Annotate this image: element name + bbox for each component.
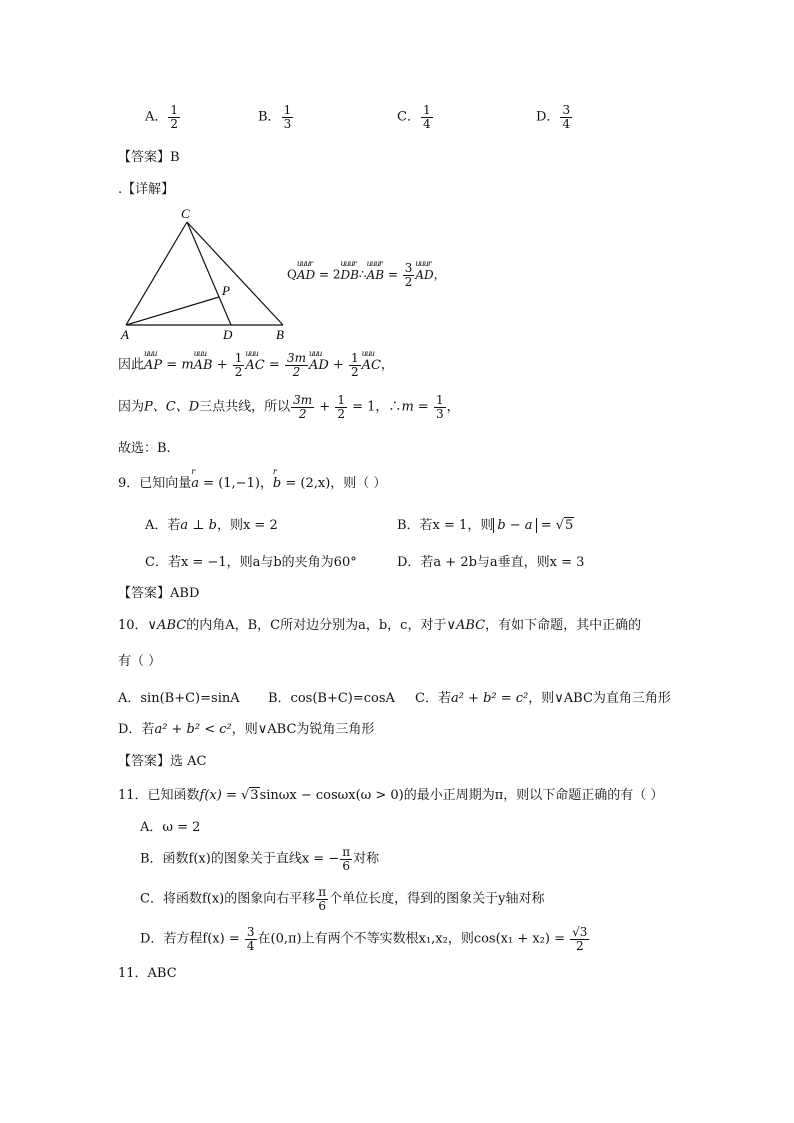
q9-option-d: D．若a + 2b与a垂直，则x = 3 bbox=[397, 555, 585, 570]
label-p: P bbox=[222, 283, 230, 298]
q11-option-b: B．函数f(x)的图象关于直线x = − $\frac{\pi}{6}$ 对称 bbox=[140, 845, 380, 873]
fraction: $\frac{1}{3}$ bbox=[283, 103, 292, 131]
fraction: $\frac{\pi}{6}$ bbox=[342, 845, 351, 873]
q8-answer: 【答案】B bbox=[118, 150, 180, 165]
fraction: $\frac{1}{2}$ bbox=[234, 351, 243, 379]
q9-answer: 【答案】ABD bbox=[118, 586, 200, 601]
q10-answer: 【答案】选 AC bbox=[118, 754, 207, 769]
q9-stem: 9．已知向量 r a = (1,−1)， r b = (2,x)，则（ ） bbox=[118, 467, 387, 491]
q8-detail-heading: .【详解】 bbox=[118, 182, 175, 197]
edge-cb bbox=[187, 222, 283, 325]
fraction: $\frac{3}{2}$ bbox=[404, 261, 413, 289]
triangle-figure bbox=[115, 200, 305, 345]
q10-option-d: D．若a² + b² < c²，则∨ABC为锐角三角形 bbox=[118, 722, 375, 737]
fraction: $\frac{1}{2}$ bbox=[170, 103, 179, 131]
q11-option-c: C．将函数f(x)的图象向右平移 $\frac{\pi}{6}$ 个单位长度，得到的图象关于y轴对称 bbox=[140, 885, 545, 913]
q10-option-c: C．若a² + b² = c²，则∨ABC为直角三角形 bbox=[415, 691, 671, 706]
q8-given-relation: Q uuur AD = 2 uuur DB∴ uuur AB = $\frac{3}{2}$ uuur AD， bbox=[287, 258, 446, 289]
q9-option-a: A．若a ⊥ b，则x = 2 bbox=[145, 518, 278, 533]
label-a: A bbox=[121, 327, 129, 342]
q8-option-d: D． $\frac{3}{4}$ bbox=[536, 103, 571, 131]
q11-option-d: D．若方程f(x) = $\frac{3}{4}$ 在(0,π)上有两个不等实数根x₁,x₂，则cos(x₁ + x₂) = $\frac{√3}{2}$ bbox=[140, 925, 588, 953]
fraction: $\frac{1}{2}$ bbox=[337, 393, 345, 421]
segment-cd bbox=[187, 222, 231, 325]
fraction: $\frac{3}{4}$ bbox=[562, 103, 571, 131]
fraction: $\frac{3}{4}$ bbox=[246, 925, 255, 953]
q11-stem: 11．已知函数f(x) = √3sinωx − cosωx(ω > 0)的最小正周期为π，则以下命题正确的有（ ） bbox=[118, 788, 664, 803]
fraction: $\frac{1}{4}$ bbox=[422, 103, 431, 131]
fraction: $\frac{\pi}{6}$ bbox=[318, 885, 327, 913]
fraction: $\frac{1}{2}$ bbox=[350, 351, 359, 379]
q8-option-c: C． $\frac{1}{4}$ bbox=[397, 103, 431, 131]
fraction: $\frac{3m}{2}$ bbox=[286, 351, 306, 379]
q9-option-c: C．若x = −1，则a与b的夹角为60° bbox=[145, 555, 357, 570]
label-c: C bbox=[181, 206, 190, 221]
q8-derivation-2: 因为P、C、D三点共线，所以 $\frac{3m}{2}$ + $\frac{1}{2}$ = 1，∴m = $\frac{1}{3}$ ， bbox=[118, 393, 460, 421]
q11-answer: 11．ABC bbox=[118, 966, 177, 981]
q8-conclusion: 故选：B. bbox=[118, 441, 171, 456]
q10-stem-line1: 10．∨ABC的内角A，B，C所对边分别为a，b，c，对于∨ABC，有如下命题，其中正确的 bbox=[118, 618, 642, 633]
q10-option-a: A．sin(B+C)=sinA bbox=[118, 691, 240, 706]
q11-option-a: A．ω = 2 bbox=[140, 820, 201, 835]
q9-option-b: B．若x = 1，则 b − a = √5 bbox=[397, 518, 574, 533]
q8-derivation-1: 因此 uuu AP = m uuu AB + $\frac{1}{2}$ uuu AC = $\frac{3m}{2}$ uuu AD + $\frac{1}{2}$ uuu AC， bbox=[118, 348, 394, 379]
label-d: D bbox=[223, 327, 233, 342]
q8-option-b: B． $\frac{1}{3}$ bbox=[258, 103, 292, 131]
q8-option-a: A． $\frac{1}{2}$ bbox=[145, 103, 179, 131]
q10-option-b: B．cos(B+C)=cosA bbox=[268, 691, 395, 706]
q10-stem-line2: 有（ ） bbox=[118, 654, 162, 669]
fraction: $\frac{3m}{2}$ bbox=[293, 393, 313, 421]
label-b: B bbox=[276, 327, 284, 342]
fraction: $\frac{1}{3}$ bbox=[435, 393, 444, 421]
fraction: $\frac{√3}{2}$ bbox=[572, 925, 588, 953]
